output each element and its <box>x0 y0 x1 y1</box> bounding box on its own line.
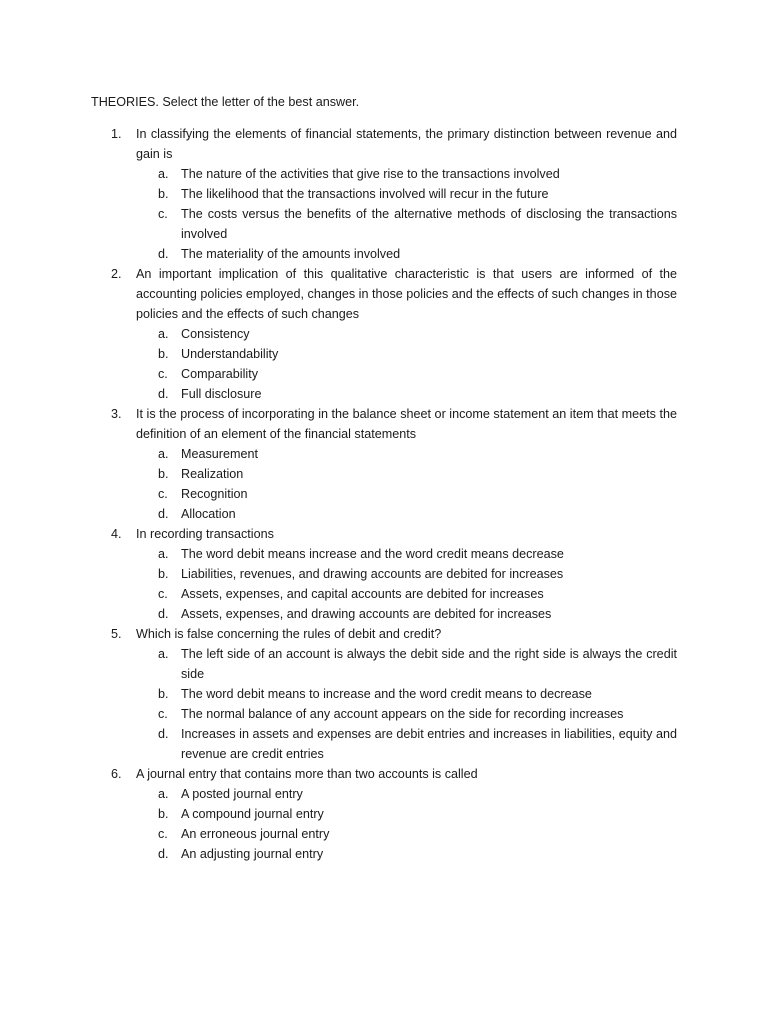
question-list <box>91 124 677 864</box>
question-item <box>91 404 677 524</box>
question-text: A journal entry that contains more than two accounts is called <box>136 767 478 781</box>
option-text: A posted journal entry <box>181 787 303 801</box>
answer-option <box>136 564 677 584</box>
option-letter: c. <box>158 587 168 601</box>
option-text: Consistency <box>181 327 250 341</box>
question-number: 6. <box>111 767 122 781</box>
option-letter: a. <box>158 167 169 181</box>
option-list <box>136 644 677 764</box>
answer-option <box>136 784 677 804</box>
answer-option <box>136 484 677 504</box>
answer-option <box>136 184 677 204</box>
option-list <box>136 164 677 264</box>
option-text: An adjusting journal entry <box>181 847 324 861</box>
option-letter: b. <box>158 467 169 481</box>
question-text: Which is false concerning the rules of debit and credit? <box>136 627 442 641</box>
option-letter: a. <box>158 447 169 461</box>
answer-option <box>136 684 677 704</box>
question-item <box>91 124 677 264</box>
answer-option <box>136 204 677 244</box>
answer-option <box>136 344 677 364</box>
answer-option <box>136 644 677 684</box>
option-letter: d. <box>158 387 169 401</box>
option-letter: d. <box>158 507 169 521</box>
option-text: The costs versus the benefits of the alternative methods of disclosing the transactions involved <box>181 207 677 241</box>
option-list <box>136 544 677 624</box>
question-item <box>91 264 677 404</box>
answer-option <box>136 724 677 764</box>
question-text: In classifying the elements of financial statements, the primary distinction between revenue and gain is <box>136 127 677 161</box>
question-item <box>91 764 677 864</box>
answer-option <box>136 164 677 184</box>
option-list <box>136 784 677 864</box>
answer-option <box>136 444 677 464</box>
question-number: 5. <box>111 627 122 641</box>
answer-option <box>136 364 677 384</box>
question-number: 1. <box>111 127 122 141</box>
question-text: It is the process of incorporating in the balance sheet or income statement an item that meets the definition of an element of the financial statements <box>136 407 677 441</box>
option-text: The likelihood that the transactions involved will recur in the future <box>181 187 549 201</box>
option-letter: c. <box>158 367 168 381</box>
option-list <box>136 324 677 404</box>
answer-option <box>136 324 677 344</box>
question-number: 4. <box>111 527 122 541</box>
option-text: Increases in assets and expenses are debit entries and increases in liabilities, equity and revenue are credit entries <box>181 727 677 761</box>
answer-option <box>136 584 677 604</box>
option-text: A compound journal entry <box>181 807 324 821</box>
option-text: The materiality of the amounts involved <box>181 247 401 261</box>
option-letter: c. <box>158 707 168 721</box>
option-letter: a. <box>158 327 169 341</box>
option-text: Recognition <box>181 487 248 501</box>
option-letter: d. <box>158 847 169 861</box>
option-letter: a. <box>158 787 169 801</box>
option-list <box>136 444 677 524</box>
answer-option <box>136 384 677 404</box>
answer-option <box>136 244 677 264</box>
option-text: The left side of an account is always the debit side and the right side is always the credit side <box>181 647 677 681</box>
instruction-text: THEORIES. Select the letter of the best answer. <box>91 95 360 109</box>
option-text: Comparability <box>181 367 258 381</box>
option-text: The word debit means increase and the word credit means decrease <box>181 547 564 561</box>
option-text: Assets, expenses, and capital accounts are debited for increases <box>181 587 544 601</box>
option-letter: b. <box>158 687 169 701</box>
question-number: 2. <box>111 267 122 281</box>
document-page <box>91 92 677 864</box>
answer-option <box>136 804 677 824</box>
answer-option <box>136 604 677 624</box>
option-text: The nature of the activities that give rise to the transactions involved <box>181 167 560 181</box>
option-text: The word debit means to increase and the word credit means to decrease <box>181 687 592 701</box>
option-letter: b. <box>158 187 169 201</box>
option-text: Full disclosure <box>181 387 262 401</box>
question-number: 3. <box>111 407 122 421</box>
option-letter: a. <box>158 547 169 561</box>
option-letter: d. <box>158 247 169 261</box>
option-letter: c. <box>158 827 168 841</box>
option-text: Understandability <box>181 347 279 361</box>
option-letter: b. <box>158 567 169 581</box>
answer-option <box>136 844 677 864</box>
answer-option <box>136 504 677 524</box>
answer-option <box>136 544 677 564</box>
option-text: The normal balance of any account appears on the side for recording increases <box>181 707 624 721</box>
option-text: Allocation <box>181 507 236 521</box>
question-item <box>91 524 677 624</box>
option-letter: a. <box>158 647 169 661</box>
question-item <box>91 624 677 764</box>
option-letter: d. <box>158 607 169 621</box>
option-letter: b. <box>158 807 169 821</box>
option-letter: b. <box>158 347 169 361</box>
option-letter: c. <box>158 207 168 221</box>
option-text: Realization <box>181 467 244 481</box>
question-text: An important implication of this qualitative characteristic is that users are informed of the accounting policies employed, changes in those policies and the effects of such changes in those policies and the effects of such changes <box>136 267 677 321</box>
answer-option <box>136 704 677 724</box>
option-text: Assets, expenses, and drawing accounts are debited for increases <box>181 607 552 621</box>
answer-option <box>136 464 677 484</box>
answer-option <box>136 824 677 844</box>
question-text: In recording transactions <box>136 527 274 541</box>
option-text: An erroneous journal entry <box>181 827 330 841</box>
option-letter: c. <box>158 487 168 501</box>
option-letter: d. <box>158 727 169 741</box>
option-text: Measurement <box>181 447 258 461</box>
option-text: Liabilities, revenues, and drawing accounts are debited for increases <box>181 567 564 581</box>
